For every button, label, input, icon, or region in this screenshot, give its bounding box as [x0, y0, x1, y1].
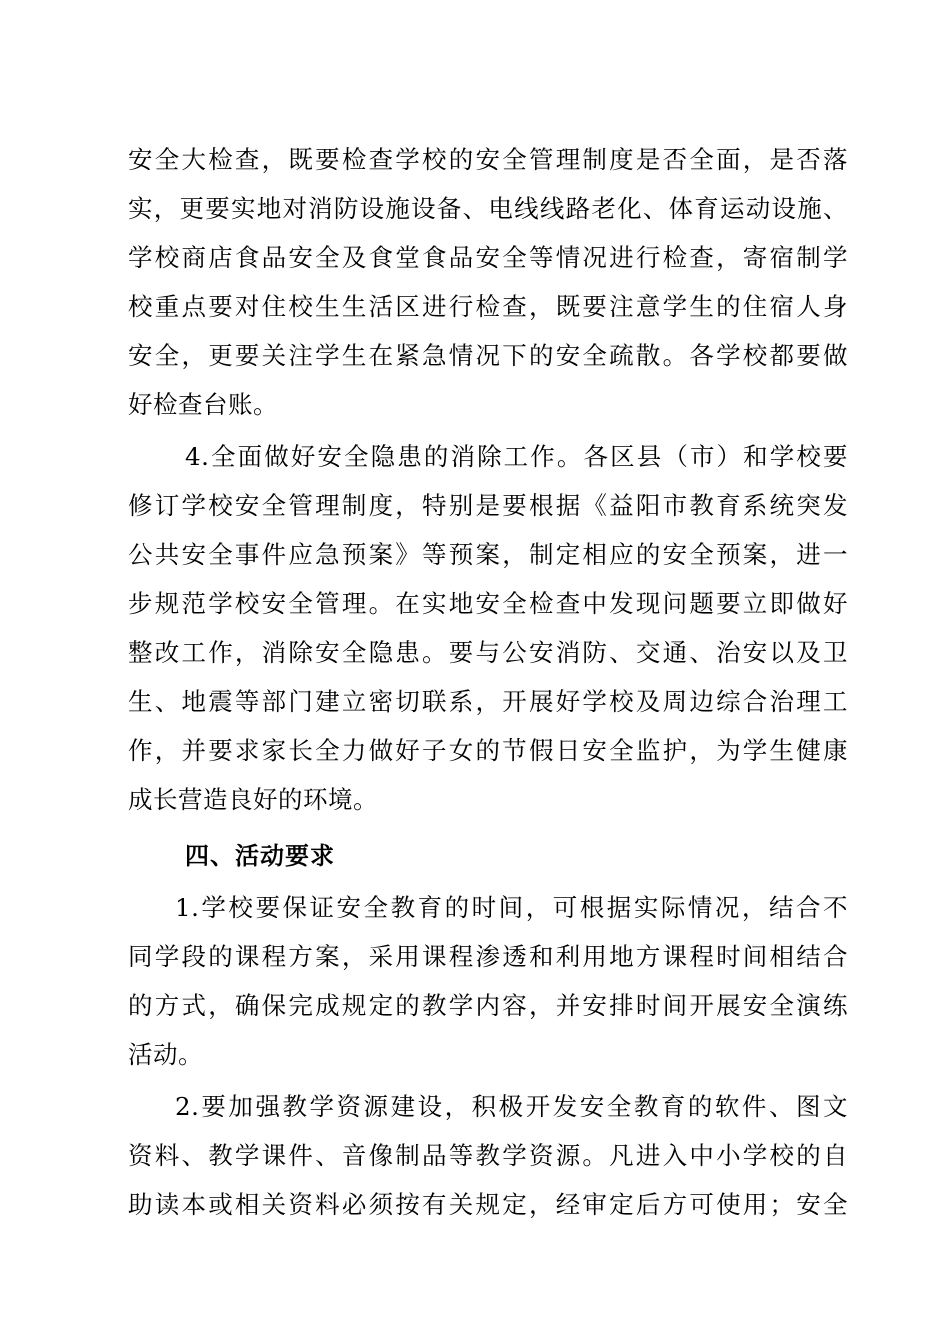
paragraph-line: 1.学校要保证安全教育的时间，可根据实际情况，结合不 — [175, 893, 848, 922]
paragraph-line: 资料、教学课件、音像制品等教学资源。凡进入中小学校的自 — [128, 1141, 848, 1170]
paragraph-line: 实，更要实地对消防设施设备、电线线路老化、体育运动设施、 — [128, 194, 848, 223]
paragraph-line: 的方式，确保完成规定的教学内容，并安排时间开展安全演练 — [128, 991, 848, 1020]
paragraph-line: 好检查台账。 — [128, 390, 278, 419]
paragraph-line: 公共安全事件应急预案》等预案，制定相应的安全预案，进一 — [128, 540, 848, 569]
paragraph-line: 安全大检查，既要检查学校的安全管理制度是否全面，是否落 — [128, 145, 848, 174]
paragraph-line: 成长营造良好的环境。 — [128, 785, 378, 814]
paragraph-line: 助读本或相关资料必须按有关规定，经审定后方可使用；安全 — [128, 1190, 848, 1219]
paragraph-line: 整改工作，消除安全隐患。要与公安消防、交通、治安以及卫 — [128, 638, 848, 667]
paragraph-line: 4.全面做好安全隐患的消除工作。各区县（市）和学校要 — [185, 442, 848, 471]
paragraph-line: 安全，更要关注学生在紧急情况下的安全疏散。各学校都要做 — [128, 341, 848, 370]
paragraph-line: 2.要加强教学资源建设，积极开发安全教育的软件、图文 — [175, 1092, 848, 1121]
paragraph-line: 步规范学校安全管理。在实地安全检查中发现问题要立即做好 — [128, 589, 848, 618]
paragraph-line: 学校商店食品安全及食堂食品安全等情况进行检查，寄宿制学 — [128, 243, 848, 272]
paragraph-line: 生、地震等部门建立密切联系，开展好学校及周边综合治理工 — [128, 687, 848, 716]
paragraph-line: 校重点要对住校生生活区进行检查，既要注意学生的住宿人身 — [128, 292, 848, 321]
section-heading: 四、活动要求 — [185, 842, 335, 870]
paragraph-line: 活动。 — [128, 1040, 203, 1069]
paragraph-line: 修订学校安全管理制度，特别是要根据《益阳市教育系统突发 — [128, 491, 848, 520]
paragraph-line: 同学段的课程方案，采用课程渗透和利用地方课程时间相结合 — [128, 942, 848, 971]
paragraph-line: 作，并要求家长全力做好子女的节假日安全监护，为学生健康 — [128, 736, 848, 765]
